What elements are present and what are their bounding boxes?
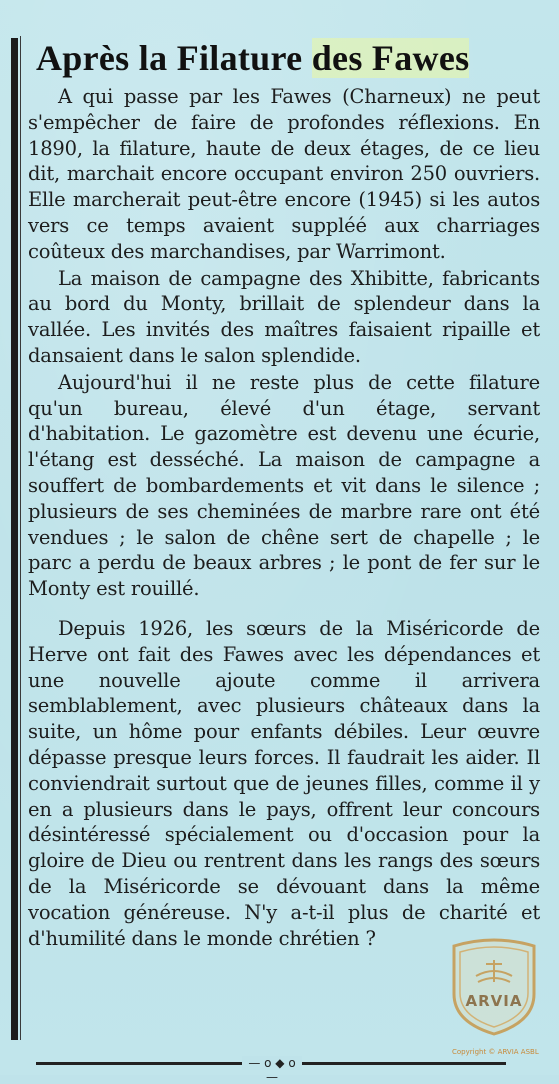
- paragraph-2: La maison de campagne des Xhibitte, fabricants au bord du Monty, brillait de splendeur dans la vallée. Les invités des maîtres faisaient ripaille et dansaient dans le salon splendide.: [28, 266, 540, 367]
- article-title: [36, 34, 540, 82]
- copyright-notice: Copyright © ARVIA ASBL: [452, 1048, 539, 1056]
- title-part-2: des Fawes: [311, 38, 470, 78]
- stamp-label: ARVIA: [465, 992, 523, 1010]
- arvia-watermark-stamp: [446, 936, 542, 1036]
- article: [28, 34, 540, 951]
- paragraph-4: Depuis 1926, les sœurs de la Miséricorde de Herve ont fait des Fawes avec les dépendances et une nouvelle ajoute comme il arrivera semblablement, avec plusieurs châteaux dans la suite, un hôme pour enfants débiles. Leur œuvre dépasse presque leurs forces. Il faudrait les aider. Il conviendrait surtout que de jeunes filles, comme il y en a plusieurs dans le pays, offrent leur concours désintéressé spécialement ou d'occasion pour la gloire de Dieu ou rentrent dans les rangs des sœurs de la Miséricorde se dévouant dans la même vocation généreuse. N'y a-t-il plus de charité et d'humilité dans le monde chrétien ?: [28, 616, 540, 950]
- paragraph-1: A qui passe par les Fawes (Charneux) ne peut s'empêcher de faire de profondes réflexions. En 1890, la filature, haute de deux étages, de ce lieu dit, marchait encore occupant environ 250 ouvriers. Elle marcherait peut-être encore (1945) si les autos vers ce temps avaient suppléé aux charriages coûteux des marchandises, par Warrimont.: [28, 85, 540, 263]
- title-part-1: Après la Filature: [36, 38, 303, 78]
- stamp-shield-icon: [446, 936, 542, 1036]
- left-column-rule-thin: [20, 36, 21, 1040]
- paragraph-3: Aujourd'hui il ne reste plus de cette filature qu'un bureau, élevé d'un étage, servant d'habitation. Le gazomètre est devenu une écurie, l'étang est desséché. La maison de campagne a souffert de bombardements et vit dans le silence ; plusieurs de ses cheminées de marbre rare ont été vendues ; le salon de chêne sert de chapelle ; le parc a perdu de beaux arbres ; le pont de fer sur le Monty est rouillé.: [28, 370, 540, 601]
- bottom-ornament: — o ◆ o —: [242, 1056, 302, 1070]
- left-column-rule: [11, 38, 18, 1040]
